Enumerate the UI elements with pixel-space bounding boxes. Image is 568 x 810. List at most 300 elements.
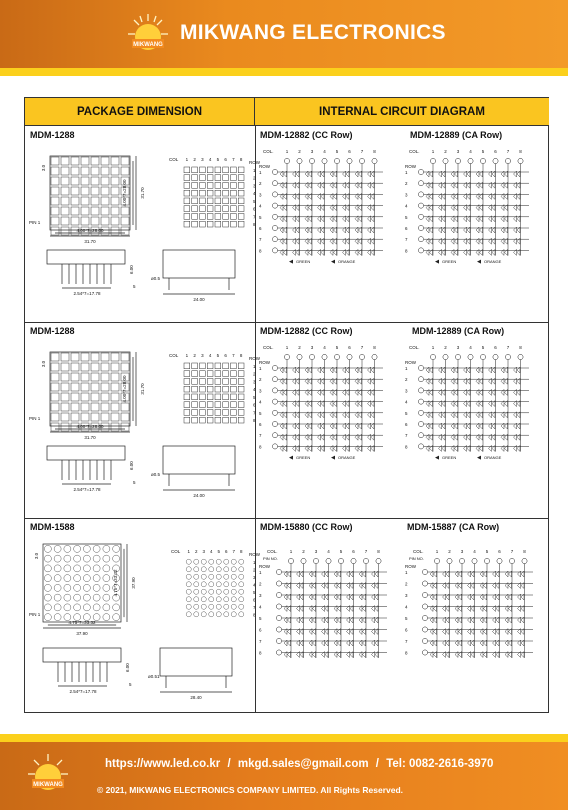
- led-dot: [201, 567, 206, 572]
- pin-circle: [480, 354, 485, 359]
- vpitch-label: 4.75*7=33.32: [113, 569, 118, 597]
- led-dot: [81, 403, 89, 411]
- led-dot: [216, 604, 221, 609]
- spec-table: [24, 97, 549, 713]
- pin-circle: [288, 558, 293, 563]
- led-dot: [101, 403, 109, 411]
- led-dot: [71, 167, 79, 175]
- led-dot: [231, 402, 237, 408]
- led-dot: [91, 353, 99, 361]
- pin-circle: [505, 354, 510, 359]
- pin-circle: [347, 158, 352, 163]
- led-dot: [101, 413, 109, 421]
- col-number: 4: [469, 345, 472, 350]
- led-dot: [207, 363, 213, 369]
- pin-circle: [272, 444, 277, 449]
- led-dot: [207, 402, 213, 408]
- led-dot: [64, 604, 71, 611]
- row-number: 5: [405, 214, 408, 220]
- row-number: 2: [405, 181, 408, 187]
- led-dot: [61, 423, 69, 431]
- led-dot: [200, 363, 206, 369]
- led-dot: [200, 206, 206, 212]
- led-dot: [223, 410, 229, 416]
- led-dot: [239, 589, 244, 594]
- col-number: 7: [510, 549, 514, 554]
- row-label: ROW: [405, 564, 416, 569]
- orange-label: ORANGE: [338, 259, 356, 265]
- pin-circle: [443, 354, 448, 359]
- led-dot: [81, 207, 89, 215]
- led-dot: [61, 177, 69, 185]
- led-dot: [224, 589, 229, 594]
- led-dot: [215, 371, 221, 377]
- led-dot: [209, 597, 214, 602]
- row-divider: [25, 322, 548, 323]
- row-label: ROW: [259, 564, 270, 569]
- led-dot: [207, 206, 213, 212]
- row-number: 3: [253, 183, 256, 189]
- col-number: 6: [224, 157, 227, 162]
- col-number: 1: [431, 149, 435, 154]
- led-dot: [201, 559, 206, 564]
- col-number: 8: [239, 549, 243, 554]
- col-number: 2: [444, 149, 447, 154]
- led-dot: [121, 403, 129, 411]
- drawing-lines: [43, 544, 232, 692]
- pin-circle: [418, 237, 423, 242]
- led-dot: [207, 394, 213, 400]
- led-dot: [207, 379, 213, 385]
- led-dot: [121, 217, 129, 225]
- right-view-body: [163, 446, 235, 474]
- pin-no-label: PIN NO.: [263, 556, 278, 561]
- pin-circle: [418, 377, 423, 382]
- col-number: 5: [335, 149, 339, 154]
- pin1-label: PIN 1: [29, 220, 41, 225]
- led-dot: [113, 604, 120, 611]
- led-dot: [186, 612, 191, 617]
- led-dot: [51, 423, 59, 431]
- pin-circle: [468, 354, 473, 359]
- led-dot: [71, 217, 79, 225]
- row-number: 3: [405, 388, 408, 394]
- pin-pitch-label: 2.54*7=17.78: [73, 291, 101, 296]
- led-dot: [215, 379, 221, 385]
- pin-circle: [347, 354, 352, 359]
- row-number: 6: [259, 422, 262, 427]
- row-number: 2: [259, 377, 262, 383]
- pin-circle: [418, 181, 423, 186]
- pin-circle: [509, 558, 514, 563]
- led-dot: [215, 386, 221, 392]
- pin-circle: [309, 158, 314, 163]
- led-dot: [231, 371, 237, 377]
- row-number: 4: [253, 582, 256, 588]
- package-dimension-header: PACKAGE DIMENSION: [25, 98, 255, 126]
- col-number: 6: [224, 353, 227, 358]
- pin-circle: [309, 354, 314, 359]
- led-dot: [81, 383, 89, 391]
- col-number: 8: [239, 157, 243, 162]
- led-dot: [238, 417, 244, 423]
- pin-circle: [272, 365, 277, 370]
- led-dot: [215, 363, 221, 369]
- pin-circle: [493, 354, 498, 359]
- led-dot: [192, 214, 198, 220]
- led-dot: [44, 594, 51, 601]
- led-dot: [71, 157, 79, 165]
- led-dot: [91, 413, 99, 421]
- col-number: 8: [523, 549, 526, 554]
- package-drawing: [25, 146, 260, 316]
- col-number: 3: [314, 549, 318, 554]
- pin-circle: [459, 558, 464, 563]
- col-number: 4: [327, 549, 330, 554]
- row-number: 1: [405, 570, 408, 575]
- led-dot: [200, 183, 206, 189]
- width-label: 31.70: [84, 435, 96, 440]
- led-dot: [113, 614, 120, 621]
- separator: /: [227, 758, 231, 770]
- led-dot: [192, 394, 198, 400]
- page-footer: [0, 734, 568, 810]
- led-dot: [74, 604, 81, 611]
- led-dot: [74, 575, 81, 582]
- led-dot: [231, 589, 236, 594]
- led-dot: [207, 198, 213, 204]
- led-dot: [113, 545, 120, 552]
- led-dot: [238, 394, 244, 400]
- pin-circle: [272, 248, 277, 253]
- led-dot: [223, 221, 229, 227]
- height-label: 31.70: [140, 187, 145, 199]
- led-dot: [186, 589, 191, 594]
- led-dot: [111, 227, 119, 235]
- led-dot: [184, 190, 190, 196]
- row-number: 3: [405, 192, 408, 198]
- ca-circuit-diagram: [403, 536, 549, 668]
- led-dot: [91, 157, 99, 165]
- col-number: 2: [193, 157, 196, 162]
- col-number: 5: [481, 149, 485, 154]
- row-number: 2: [259, 581, 262, 587]
- led-dot: [223, 363, 229, 369]
- pin-circle: [447, 558, 452, 563]
- led-dot: [200, 386, 206, 392]
- row-number: 8: [405, 248, 408, 254]
- led-dot: [238, 183, 244, 189]
- small-dim-label: 5: [133, 284, 136, 289]
- col-number: 3: [202, 549, 206, 554]
- led-dot: [83, 594, 90, 601]
- pin-circle: [422, 650, 427, 655]
- led-dot: [91, 207, 99, 215]
- led-dot: [223, 183, 229, 189]
- led-dot: [200, 371, 206, 377]
- pin-pitch-label: 2.54*7=17.78: [69, 689, 97, 694]
- pin-circle: [522, 558, 527, 563]
- led-dot: [93, 565, 100, 572]
- col-number: 3: [310, 149, 314, 154]
- col-number: 2: [448, 549, 451, 554]
- led-dot: [61, 363, 69, 371]
- col-number: 7: [232, 157, 235, 162]
- col-number: 4: [323, 345, 326, 350]
- col-number: 4: [323, 149, 326, 154]
- pin-circle: [284, 158, 289, 163]
- row-number: 6: [253, 402, 256, 408]
- led-dot: [238, 206, 244, 212]
- led-dot: [121, 157, 129, 165]
- pin-circle: [430, 354, 435, 359]
- led-dot: [101, 187, 109, 195]
- led-dot: [223, 206, 229, 212]
- led-dot: [51, 383, 59, 391]
- led-dot: [54, 555, 61, 562]
- row-number: 4: [405, 399, 408, 405]
- col-number: 5: [339, 549, 343, 554]
- led-dot: [231, 379, 237, 385]
- pin-circle: [272, 181, 277, 186]
- led-dot: [238, 167, 244, 173]
- led-dot: [91, 383, 99, 391]
- row-number: 6: [259, 627, 262, 633]
- led-dot: [51, 167, 59, 175]
- col-number: 3: [201, 353, 204, 358]
- green-label: GREEN: [442, 455, 457, 461]
- pin-circle: [322, 158, 327, 163]
- led-dot: [54, 594, 61, 601]
- led-dot: [238, 371, 244, 377]
- pin-circle: [434, 558, 439, 563]
- pin-circle: [272, 225, 277, 230]
- led-dot: [184, 371, 190, 377]
- contact-line: [103, 758, 495, 770]
- led-dot: [54, 545, 61, 552]
- pin-circle: [497, 558, 502, 563]
- led-dot: [111, 423, 119, 431]
- led-dot: [184, 417, 190, 423]
- row-number: 2: [405, 581, 408, 587]
- circuit-diagram-header: INTERNAL CIRCUIT DIAGRAM: [255, 98, 549, 126]
- led-dot: [216, 567, 221, 572]
- led-dot: [201, 574, 206, 579]
- led-dot: [91, 217, 99, 225]
- row-number: 7: [253, 604, 256, 610]
- led-dot: [44, 575, 51, 582]
- row-number: 2: [253, 371, 256, 377]
- diode-legend-icon: [477, 456, 481, 460]
- led-dot: [194, 604, 199, 609]
- col-number: 3: [460, 549, 464, 554]
- led-dot: [44, 614, 51, 621]
- led-dot: [93, 604, 100, 611]
- row-number: 1: [259, 570, 262, 575]
- brand-name: MIKWANG ELECTRONICS: [180, 21, 446, 44]
- row-number: 1: [259, 366, 262, 371]
- col-label: COL: [169, 157, 179, 162]
- led-dot: [101, 363, 109, 371]
- led-dot: [71, 373, 79, 381]
- pin-circle: [272, 433, 277, 438]
- email-link[interactable]: mkgd.sales@gmail.com: [237, 758, 369, 770]
- led-dot: [71, 363, 79, 371]
- led-dot: [111, 383, 119, 391]
- led-dot: [231, 221, 237, 227]
- led-dot: [186, 574, 191, 579]
- led-dot: [93, 555, 100, 562]
- col-number: 4: [209, 549, 213, 554]
- pin-circle: [472, 558, 477, 563]
- led-dot: [101, 373, 109, 381]
- led-dot: [121, 363, 129, 371]
- pin-circle: [480, 158, 485, 163]
- pin-diameter-label: ø0.5: [151, 276, 161, 281]
- pin-circle: [276, 650, 281, 655]
- led-dot: [192, 190, 198, 196]
- led-dot: [51, 353, 59, 361]
- ca-title: MDM-15887 (CA Row): [407, 522, 500, 532]
- led-dot: [81, 373, 89, 381]
- led-dot: [209, 574, 214, 579]
- depth-label: 24.00: [193, 297, 205, 302]
- led-dot: [74, 545, 81, 552]
- led-dot: [231, 386, 237, 392]
- led-dot: [111, 207, 119, 215]
- led-dot: [215, 214, 221, 220]
- led-dot: [83, 604, 90, 611]
- pin-circle: [484, 558, 489, 563]
- led-dot: [200, 167, 206, 173]
- led-dot: [231, 214, 237, 220]
- cc-title: MDM-12882 (CC Row): [260, 130, 353, 140]
- led-dot: [231, 567, 236, 572]
- led-dot: [64, 565, 71, 572]
- pin-circle: [276, 569, 281, 574]
- led-dot: [207, 175, 213, 181]
- package-model: MDM-1288: [30, 326, 75, 336]
- row-number: 7: [405, 433, 408, 439]
- col-number: 5: [481, 345, 485, 350]
- led-dot: [103, 565, 110, 572]
- led-dot: [192, 198, 198, 204]
- led-dot: [91, 373, 99, 381]
- led-dot: [61, 383, 69, 391]
- led-dot: [209, 589, 214, 594]
- logo-text: MIKWANG: [33, 782, 63, 788]
- row-number: 5: [253, 198, 256, 204]
- led-dot: [111, 363, 119, 371]
- pin-circle: [422, 615, 427, 620]
- row-number: 3: [259, 593, 262, 598]
- led-dot: [231, 612, 236, 617]
- led-dot: [216, 582, 221, 587]
- led-dot: [209, 612, 214, 617]
- row-number: 5: [253, 589, 256, 595]
- col-number: 6: [498, 549, 501, 554]
- col-number: 3: [201, 157, 204, 162]
- col-number: 5: [485, 549, 489, 554]
- led-dot: [223, 175, 229, 181]
- led-dot: [54, 584, 61, 591]
- led-dot: [184, 363, 190, 369]
- row-number: 7: [253, 214, 256, 220]
- led-dot: [192, 175, 198, 181]
- led-dot: [231, 597, 236, 602]
- col-number: 1: [185, 157, 189, 162]
- pin-circle: [418, 248, 423, 253]
- dot-size-label: 3.0: [34, 552, 39, 560]
- led-dot: [101, 197, 109, 205]
- led-dot: [215, 190, 221, 196]
- pin-circle: [455, 158, 460, 163]
- pin-circle: [505, 158, 510, 163]
- col-number: 6: [348, 345, 351, 350]
- pin-circle: [422, 638, 427, 643]
- row-label: ROW: [249, 160, 260, 165]
- led-dot: [231, 206, 237, 212]
- led-dot: [184, 175, 190, 181]
- height-label: 31.70: [140, 383, 145, 395]
- pin-circle: [272, 169, 277, 174]
- led-dot: [71, 393, 79, 401]
- row-number: 8: [259, 248, 262, 254]
- led-dot: [238, 410, 244, 416]
- led-dot: [194, 597, 199, 602]
- led-dot: [231, 190, 237, 196]
- row-number: 5: [259, 410, 262, 416]
- led-dot: [207, 417, 213, 423]
- orange-label: ORANGE: [338, 455, 356, 461]
- led-dot: [54, 614, 61, 621]
- led-dot: [64, 594, 71, 601]
- led-dot: [239, 612, 244, 617]
- led-dot: [238, 214, 244, 220]
- col-number: 8: [373, 149, 376, 154]
- col-number: 8: [519, 149, 522, 154]
- col-number: 2: [298, 345, 301, 350]
- pin-no-label: PIN NO.: [409, 556, 424, 561]
- led-dot: [51, 207, 59, 215]
- col-label: COL: [171, 549, 181, 554]
- pitch-label: 4.75*7=33.32: [68, 620, 96, 625]
- col-number: 1: [285, 345, 289, 350]
- led-dot: [71, 353, 79, 361]
- front-view-outline: [43, 544, 121, 622]
- led-dot: [209, 604, 214, 609]
- led-dot: [215, 198, 221, 204]
- led-dot: [201, 612, 206, 617]
- led-dot: [223, 198, 229, 204]
- led-dot: [215, 167, 221, 173]
- led-dot: [200, 190, 206, 196]
- led-dot: [51, 177, 59, 185]
- led-dot: [231, 394, 237, 400]
- led-dot: [184, 386, 190, 392]
- led-dot: [223, 417, 229, 423]
- pin-circle: [372, 354, 377, 359]
- leg-label: 6.00: [129, 461, 134, 470]
- led-dot: [111, 167, 119, 175]
- col-number: 1: [185, 353, 189, 358]
- led-dot: [192, 379, 198, 385]
- led-dot: [91, 393, 99, 401]
- led-dot: [81, 393, 89, 401]
- website-link[interactable]: https://www.led.co.kr: [105, 758, 221, 770]
- row-number: 2: [253, 567, 256, 573]
- pin-circle: [518, 158, 523, 163]
